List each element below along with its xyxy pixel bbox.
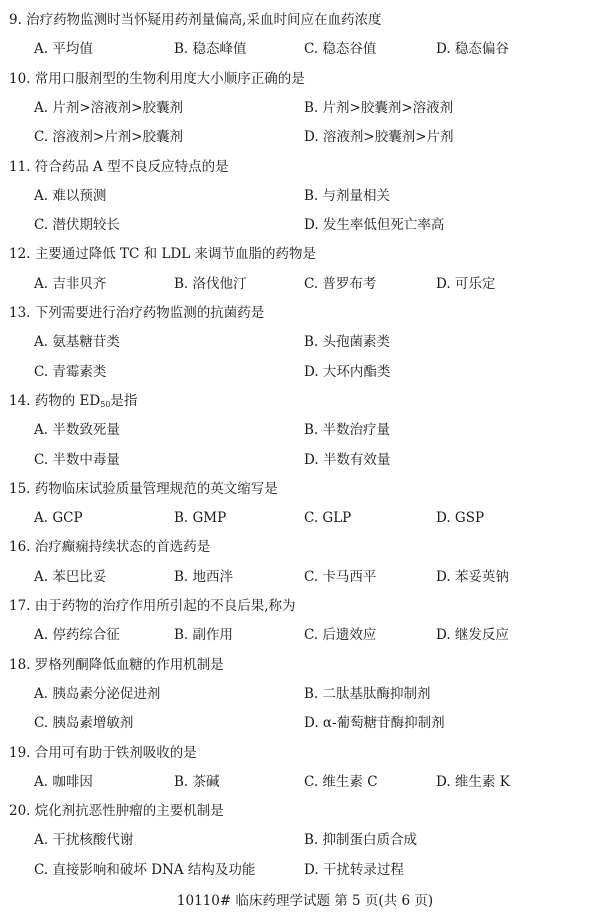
options-row	[0, 713, 610, 733]
options-row	[0, 39, 610, 59]
option-c: C. 溶液剂>片剂>胶囊剂	[34, 129, 184, 146]
option-a: A. 咖啡因	[34, 773, 93, 790]
options-row	[0, 420, 610, 440]
option-a: A. GCP	[34, 510, 83, 527]
question-stem-text: 9. 治疗药物监测时当怀疑用药剂量偏高,采血时间应在血药浓度	[9, 12, 382, 28]
option-a: A. 半数致死量	[34, 422, 120, 439]
question-stem	[9, 537, 210, 557]
option-b: B. 稳态峰值	[174, 41, 247, 58]
question-stem	[9, 10, 381, 30]
option-d: D. 苯妥英钠	[436, 568, 509, 585]
question-stem-text: 20. 烷化剂抗恶性肿瘤的主要机制是	[9, 803, 224, 820]
option-b: B. 茶碱	[174, 773, 220, 790]
option-a: A. 胰岛素分泌促进剂	[34, 685, 161, 702]
question-stem	[9, 157, 229, 177]
option-c: C. 普罗布考	[304, 275, 377, 292]
question-stem-text: 16. 治疗癫痫持续状态的首选药是	[9, 539, 211, 556]
option-d: D. 干扰转录过程	[304, 861, 404, 878]
options-row	[0, 508, 610, 528]
option-c: C. 潜伏期较长	[34, 217, 120, 234]
option-a: A. 吉非贝齐	[34, 275, 107, 292]
option-c: C. 半数中毒量	[34, 451, 120, 468]
question-stem-text: 15. 药物临床试验质量管理规范的英文缩写是	[9, 480, 278, 497]
option-b: B. 洛伐他汀	[174, 275, 247, 292]
question-stem-text: 13. 下列需要进行治疗药物监测的抗菌药是	[9, 305, 265, 321]
options-row	[0, 860, 610, 880]
option-a: A. 停药综合征	[34, 627, 120, 644]
option-d: D. 大环内酯类	[304, 363, 391, 380]
option-d: D. 半数有效量	[304, 451, 391, 468]
question-stem	[9, 655, 224, 675]
options-row	[0, 362, 610, 382]
question-stem-text: 10. 常用口服剂型的生物利用度大小顺序正确的是	[9, 70, 305, 87]
options-row	[0, 127, 610, 147]
option-d: D. GSP	[436, 510, 485, 527]
question-stem	[9, 391, 137, 411]
options-row	[0, 567, 610, 587]
options-row	[0, 186, 610, 206]
option-d: D. 稳态偏谷	[436, 41, 509, 58]
option-c: C. 直接影响和破坏 DNA 结构及功能	[34, 861, 256, 878]
question-stem	[9, 479, 278, 499]
options-row	[0, 684, 610, 704]
option-c: C. 青霉素类	[34, 363, 107, 380]
question-stem-text: 19. 合用可有助于铁剂吸收的是	[9, 744, 197, 761]
option-c: C. 维生素 C	[304, 773, 378, 790]
question-stem-subscript: 50	[100, 399, 111, 409]
option-d: D. 可乐定	[436, 275, 496, 292]
page-footer: 10110# 临床药理学试题 第 5 页(共 6 页)	[176, 893, 434, 909]
question-stem-text: 14. 药物的 ED	[9, 392, 101, 409]
option-b: B. 二肽基肽酶抑制剂	[304, 685, 431, 702]
option-b: B. 与剂量相关	[304, 187, 391, 204]
option-d: D. α-葡萄糖苷酶抑制剂	[304, 715, 445, 732]
option-a: A. 难以预测	[34, 187, 107, 204]
question-stem	[9, 801, 224, 821]
option-b: B. 片剂>胶囊剂>溶液剂	[304, 99, 454, 116]
question-stem-text: 11. 符合药品 A 型不良反应特点的是	[9, 158, 229, 175]
question-stem	[9, 743, 197, 763]
option-a: A. 干扰核酸代谢	[34, 832, 134, 849]
option-b: B. GMP	[174, 510, 227, 527]
option-b: B. 地西泮	[174, 568, 234, 585]
options-row	[0, 772, 610, 792]
options-row	[0, 98, 610, 118]
option-c: C. 后遗效应	[304, 627, 377, 644]
option-b: B. 头孢菌素类	[304, 334, 391, 351]
question-stem	[9, 303, 264, 323]
question-stem-text: 18. 罗格列酮降低血糖的作用机制是	[9, 656, 224, 673]
question-stem	[9, 244, 316, 264]
option-b: B. 抑制蛋白质合成	[304, 832, 418, 849]
options-row	[0, 450, 610, 470]
option-c: C. GLP	[304, 510, 352, 527]
question-stem-text: 17. 由于药物的治疗作用所引起的不良后果,称为	[9, 598, 296, 614]
question-stem	[9, 69, 305, 89]
options-row	[0, 215, 610, 235]
option-b: B. 半数治疗量	[304, 422, 391, 439]
option-c: C. 稳态谷值	[304, 41, 377, 58]
options-row	[0, 625, 610, 645]
question-stem-text-after: 是指	[110, 392, 138, 409]
option-d: D. 发生率低但死亡率高	[304, 217, 445, 234]
option-c: C. 胰岛素增敏剂	[34, 715, 134, 732]
option-c: C. 卡马西平	[304, 568, 377, 585]
option-d: D. 溶液剂>胶囊剂>片剂	[304, 129, 454, 146]
option-a: A. 氨基糖苷类	[34, 334, 120, 351]
options-row	[0, 332, 610, 352]
option-d: D. 继发反应	[436, 627, 509, 644]
options-row	[0, 274, 610, 294]
question-stem-text: 12. 主要通过降低 TC 和 LDL 来调节血脂的药物是	[9, 246, 317, 263]
option-a: A. 苯巴比妥	[34, 568, 107, 585]
option-a: A. 平均值	[34, 41, 93, 58]
question-stem	[9, 596, 296, 616]
option-b: B. 副作用	[174, 627, 234, 644]
option-a: A. 片剂>溶液剂>胶囊剂	[34, 99, 183, 116]
option-d: D. 维生素 K	[436, 773, 510, 790]
options-row	[0, 830, 610, 850]
